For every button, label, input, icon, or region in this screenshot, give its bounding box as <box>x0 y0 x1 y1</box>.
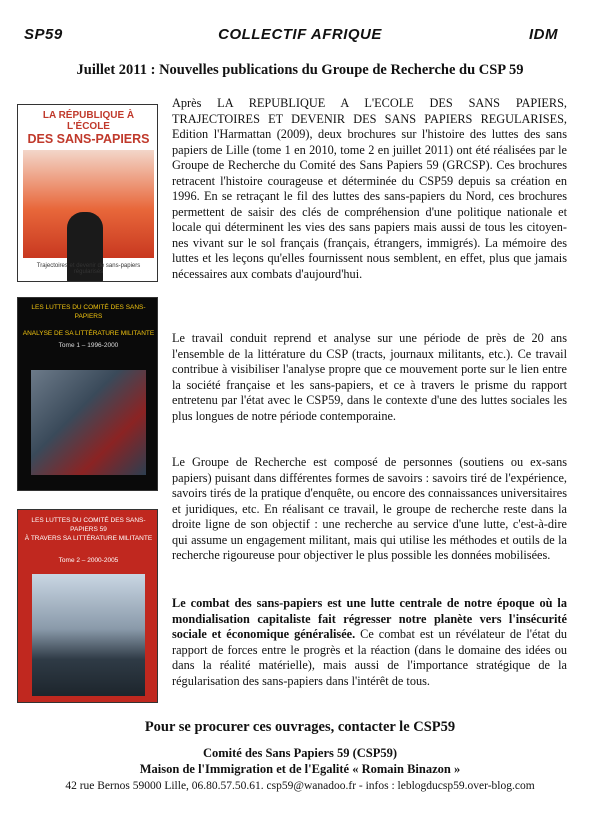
book-cover-3 <box>17 509 158 703</box>
paragraph-3 <box>172 455 567 564</box>
book-cover-2 <box>17 297 158 491</box>
paragraph-4-rest: Ce combat est un révélateur de l'état du rapport de forces entre le progrès et la réaction (dans le domaine des idées ou dans la réalité matérielle), mais aussi de l'importance stratégique de la régularisation des sans-papiers dans l'intérêt de tous. <box>172 627 567 688</box>
cover2-line1: LES LUTTES DU COMITÉ DES SANS-PAPIERS <box>31 304 146 320</box>
paragraph-4 <box>172 596 567 689</box>
cover3-line2: À TRAVERS SA LITTÉRATURE MILITANTE <box>24 535 153 542</box>
cover1-line1: LA RÉPUBLIQUE À L'ÉCOLE <box>42 110 135 132</box>
cover2-line2: ANALYSE DE SA LITTÉRATURE MILITANTE <box>22 330 155 337</box>
header-right: IDM <box>529 26 558 43</box>
page-title: Juillet 2011 : Nouvelles publications du Groupe de Recherche du CSP 59 <box>76 62 524 78</box>
footer-org2: Maison de l'Immigration et de l'Egalité « Romain Binazon » <box>139 762 461 776</box>
footer-contact: 42 rue Bernos 59000 Lille, 06.80.57.50.61. csp59@wanadoo.fr - infos : leblogducsp59.over-blog.com <box>65 780 535 792</box>
cover1-caption: Trajectoires et devenir de sans-papiers régularisés <box>36 263 141 275</box>
paragraph-3-text: Le Groupe de Recherche est composé de personnes (soutiens ou ex-sans papiers) puisant dans différentes formes de savoirs : savoirs tiré de l'expérience, savoirs tirés de la pratique d'enquête, ou encore des connaissances universitaires et juridiques, etc. En réalisant ce travail, le groupe de recherche reste dans la droite ligne de son objectif : une recherche au service d'une lutte, c'est-à-dire qui assume un engagement militant, mais qui utilise les méthodes et outils de la recherche rigoureuse pour objectiver le plus possible les données mobilisées. <box>172 455 567 562</box>
paragraph-1 <box>172 96 567 282</box>
cover1-line2: DES SANS-PAPIERS <box>27 132 150 146</box>
cover2-line3: Tome 1 – 1996-2000 <box>58 342 119 349</box>
cover3-photo <box>32 574 145 696</box>
page-header <box>0 26 600 46</box>
cover3-line3: Tome 2 – 2000-2005 <box>58 557 119 564</box>
cover2-title <box>22 303 155 338</box>
paragraph-4-text <box>172 596 567 689</box>
paragraph-2-text: Le travail conduit reprend et analyse sur une période de près de 20 ans l'ensemble de la littérature du CSP (tracts, journaux militants, etc.). Ce travail contribue à visibiliser l'analyse propre que ce mouvement porte sur le lien entre la société française et les sans-papiers, et ce à travers le prisme du rapport entretenu par l'état avec le CSP59, dans le contexte d'une des luttes sociales les plus longues de notre période contemporaine. <box>172 331 567 423</box>
cover1-photo <box>23 150 154 258</box>
cover3-line1: LES LUTTES DU COMITÉ DES SANS-PAPIERS 59 <box>31 517 146 533</box>
header-center: COLLECTIF AFRIQUE <box>218 26 382 43</box>
cover2-photo <box>31 370 146 475</box>
footer-org1: Comité des Sans Papiers 59 (CSP59) <box>202 746 398 760</box>
paragraph-4-bold: Le combat des sans-papiers est une lutte centrale de notre époque où la mondialisation capitaliste fait régresser notre planète vers l'insécurité sociale et économique généralisée. <box>172 596 567 641</box>
footer-cta: Pour se procurer ces ouvrages, contacter le CSP59 <box>144 719 456 735</box>
book-cover-1 <box>17 104 158 282</box>
footer-org <box>0 745 600 777</box>
paragraph-1-text: Après LA REPUBLIQUE A L'ECOLE DES SANS PAPIERS, TRAJECTOIRES ET DEVENIR DES SANS PAPIERS REGULARISES, Edition l'Harmattan (2009), deux brochures sur l'histoire des luttes des sans papiers de Lille (tome 1 en 2010, tome 2 en juillet 2011) ont été réalisées par le Groupe de Recherche du Comité des Sans Papiers 59 (GRCSP). Ces brochures retracent l'histoire courageuse et déterminée du CSP59 depuis sa création en 1996. En se retraçant le fil des luttes des sans-papiers du Nord, ces brochures permettent de saisir des clés de compréhension d'une politique nationale et locale qui déterminent les vies des sans papiers mais aussi de tous les citoyen-nes vivant sur le sol français (français, étrangers, immigrés). La mémoire des luttes et les leçons qu'elles fournissent nous semblent, en effet, plus que jamais nécessaires aux combats d'aujourd'hui. <box>172 96 567 281</box>
cover3-title <box>22 516 155 543</box>
header-left: SP59 <box>24 26 63 43</box>
paragraph-2 <box>172 331 567 424</box>
